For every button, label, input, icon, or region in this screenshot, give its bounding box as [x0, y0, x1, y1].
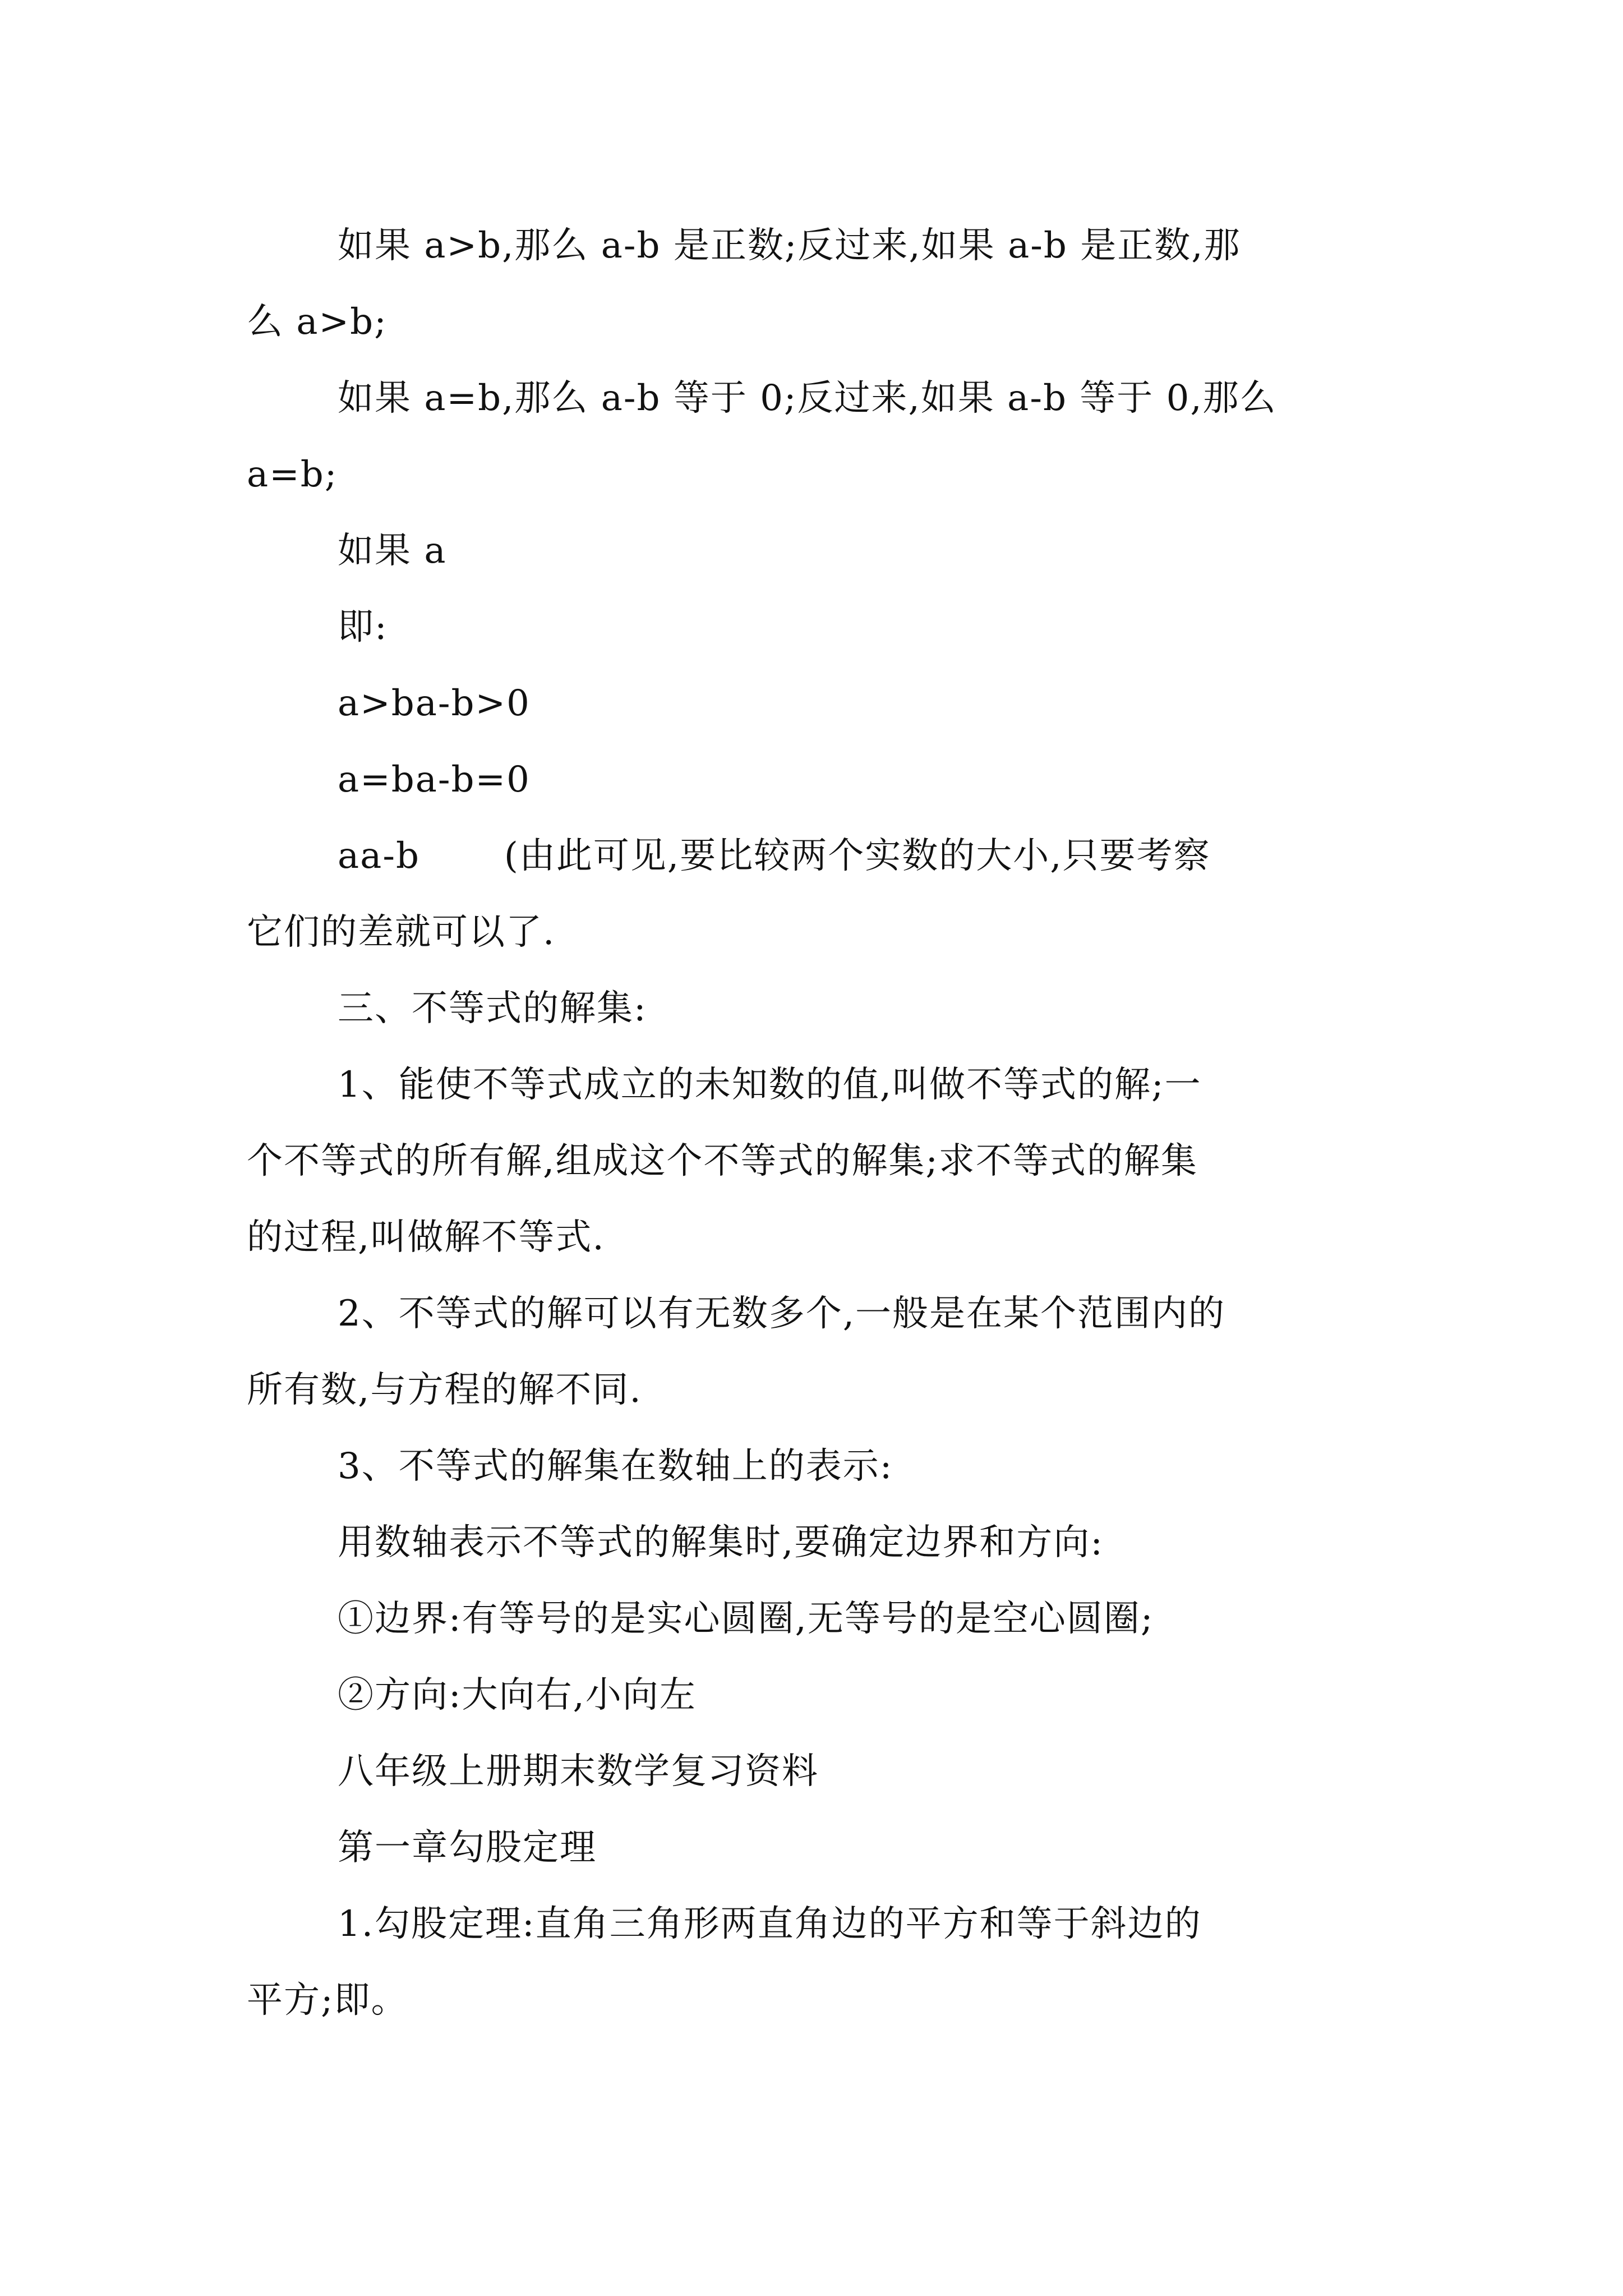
text-line: ②方向:大向右,小向左 — [338, 1674, 697, 1716]
text-fragment: (由此可见,要比较两个实数的大小,只要考察 — [504, 835, 1211, 877]
text-line: 2、不等式的解可以有无数多个,一般是在某个范围内的 — [338, 1293, 1226, 1335]
section-heading: 三、不等式的解集: — [338, 988, 647, 1029]
text-line: ①边界:有等号的是实心圆圈,无等号的是空心圆圈; — [338, 1598, 1154, 1640]
text-line: 即: — [338, 606, 388, 648]
text-line: 所有数,与方程的解不同. — [247, 1369, 642, 1411]
text-line: 如果 a — [338, 530, 447, 572]
chapter-heading: 第一章勾股定理 — [338, 1827, 597, 1869]
text-line: 1.勾股定理:直角三角形两直角边的平方和等于斜边的 — [338, 1903, 1202, 1945]
text-fragment: aa-b — [338, 835, 420, 877]
text-line: 1、能使不等式成立的未知数的值,叫做不等式的解;一 — [338, 1064, 1202, 1106]
text-line: 如果 a=b,那么 a-b 等于 0;反过来,如果 a-b 等于 0,那么 — [338, 378, 1277, 419]
text-line: 它们的差就可以了. — [247, 912, 556, 953]
text-line: 个不等式的所有解,组成这个不等式的解集;求不等式的解集 — [247, 1140, 1198, 1182]
text-line: 3、不等式的解集在数轴上的表示: — [338, 1446, 893, 1487]
document-title: 八年级上册期末数学复习资料 — [338, 1751, 819, 1792]
text-line: a=b; — [247, 454, 338, 495]
text-line: 平方;即。 — [247, 1980, 408, 2021]
text-line: 么 a>b; — [247, 301, 388, 343]
text-line: 的过程,叫做解不等式. — [247, 1217, 605, 1258]
text-line: 用数轴表示不等式的解集时,要确定边界和方向: — [338, 1522, 1104, 1563]
text-line: a>ba-b>0 — [338, 683, 531, 724]
text-line — [247, 818, 1385, 894]
document-body — [247, 208, 1385, 2039]
text-line: 如果 a>b,那么 a-b 是正数;反过来,如果 a-b 是正数,那 — [338, 225, 1241, 266]
text-line: a=ba-b=0 — [338, 759, 531, 800]
